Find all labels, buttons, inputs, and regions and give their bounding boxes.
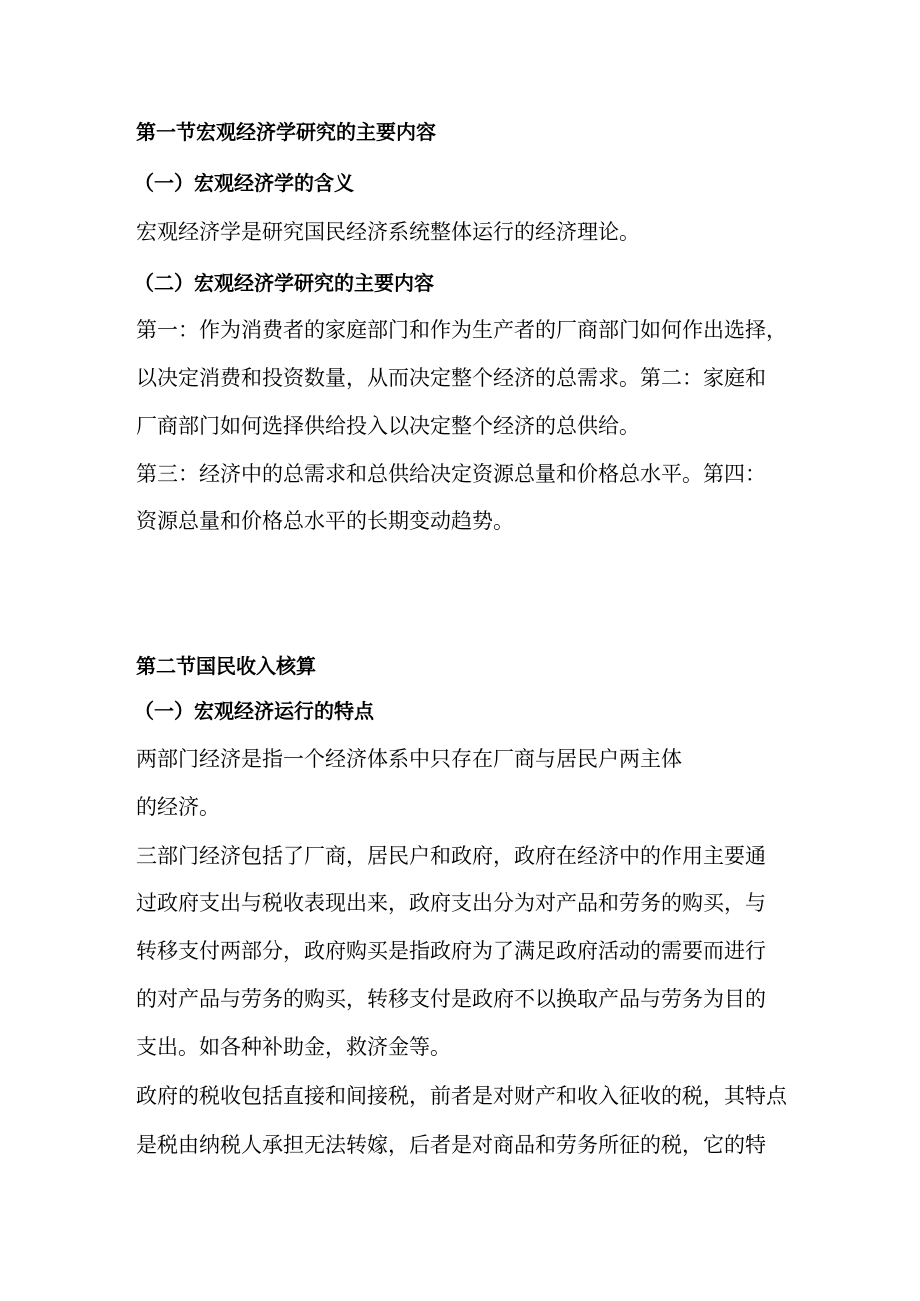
section-2-heading: 第二节国民收入核算 xyxy=(136,654,316,678)
section-2-para-1-line-2: 的经济。 xyxy=(136,795,220,819)
section-2-para-2-line-2: 过政府支出与税收表现出来，政府支出分为对产品和劳务的购买，与 xyxy=(136,891,766,915)
section-2-para-2-line-3: 转移支付两部分，政府购买是指政府为了满足政府活动的需要而进行 xyxy=(136,939,766,963)
section-1-para-2-line-2: 资源总量和价格总水平的长期变动趋势。 xyxy=(136,509,514,533)
section-2-para-3-line-2: 是税由纳税人承担无法转嫁，后者是对商品和劳务所征的税，它的特 xyxy=(136,1133,766,1157)
section-2-subheading-1: （一）宏观经济运行的特点 xyxy=(134,699,374,723)
section-1-para-1-line-2: 以决定消费和投资数量，从而决定整个经济的总需求。第二：家庭和 xyxy=(136,366,766,390)
section-1-para-1-line-3: 厂商部门如何选择供给投入以决定整个经济的总供给。 xyxy=(136,414,640,438)
section-2-para-3-line-1: 政府的税收包括直接和间接税，前者是对财产和收入征收的税，其特点 xyxy=(136,1084,787,1108)
section-1-definition: 宏观经济学是研究国民经济系统整体运行的经济理论。 xyxy=(136,220,640,244)
section-1-para-1-line-1: 第一：作为消费者的家庭部门和作为生产者的厂商部门如何作出选择， xyxy=(136,318,787,342)
section-2-para-2-line-5: 支出。如各种补助金，救济金等。 xyxy=(136,1035,451,1059)
section-2-para-2-line-4: 的对产品与劳务的购买，转移支付是政府不以换取产品与劳务为目的 xyxy=(136,987,766,1011)
section-1-heading: 第一节宏观经济学研究的主要内容 xyxy=(136,120,436,144)
section-1-subheading-1: （一）宏观经济学的含义 xyxy=(134,171,354,195)
section-2-para-1-line-1: 两部门经济是指一个经济体系中只存在厂商与居民户两主体 xyxy=(136,747,682,771)
section-1-subheading-2: （二）宏观经济学研究的主要内容 xyxy=(134,271,434,295)
section-1-para-2-line-1: 第三：经济中的总需求和总供给决定资源总量和价格总水平。第四： xyxy=(136,462,766,486)
section-2-para-2-line-1: 三部门经济包括了厂商，居民户和政府，政府在经济中的作用主要通 xyxy=(136,844,766,868)
